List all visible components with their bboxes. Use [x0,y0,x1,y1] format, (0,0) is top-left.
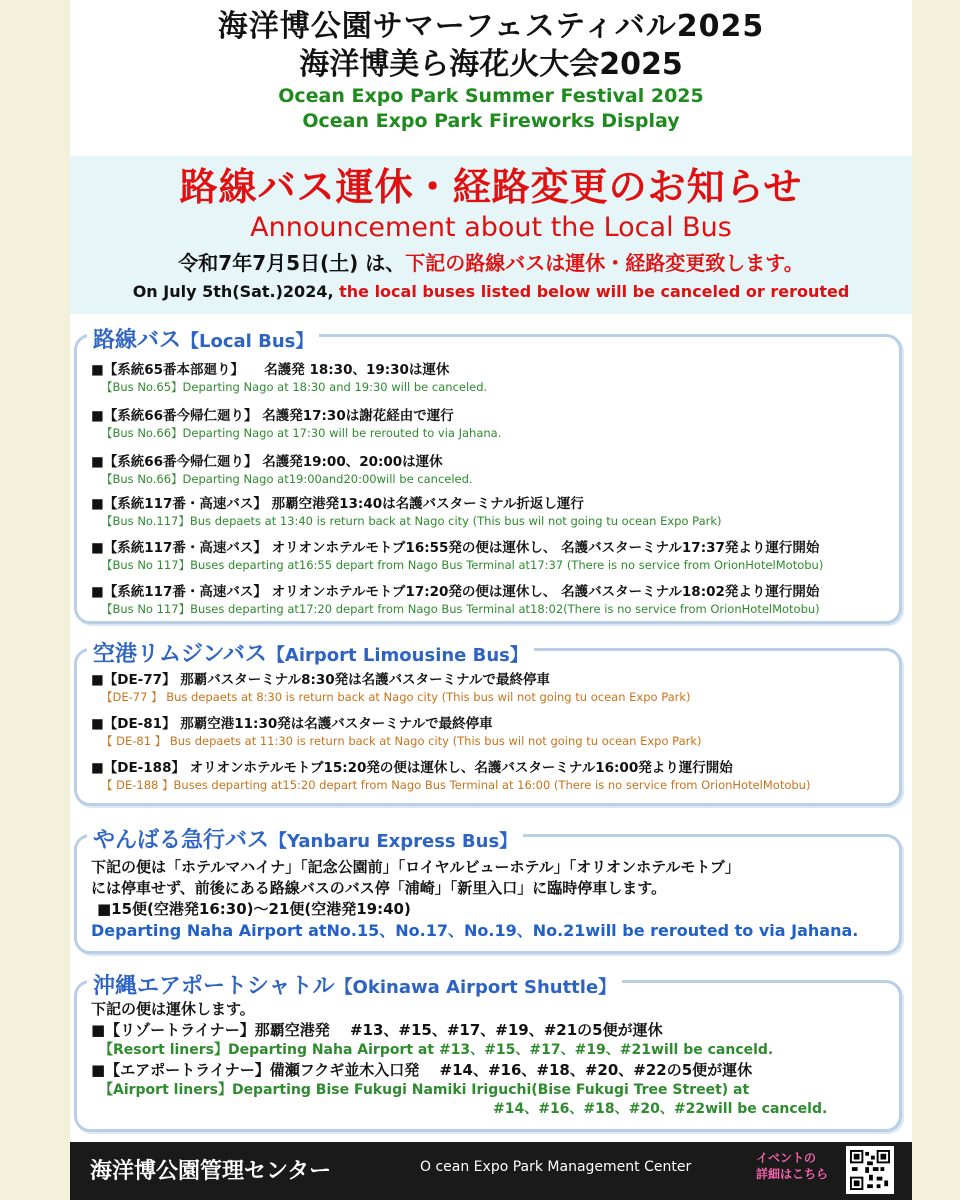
yanbaru-title-en: 【Yanbaru Express Bus】 [269,831,518,852]
item-jp: ■【系統117番・高速バス】 オリオンホテルモトブ17:20発の便は運休し、 名護バスターミナル18:02発より運行開始 [91,584,820,600]
header [70,8,912,134]
item-en: 【DE-77 】 Bus depaets at 8:30 is return back at Nago city (This bus wil not going tu ocean Expo Park) [101,690,691,704]
item-jp: ■【DE-81】 那覇空港11:30発は名護バスターミナルで最終停車 [91,716,493,732]
shuttle-title-jp: 沖縄エアポートシャトル [93,974,335,999]
limousine-title-jp: 空港リムジンバス [93,642,267,667]
limousine-section [74,642,902,806]
item-jp: ■【系統117番・高速バス】 オリオンホテルモトブ16:55発の便は運休し、 名護バスターミナル17:37発より運行開始 [91,540,820,556]
shuttle-item-2-jp: ■【エアポートライナー】備瀬フクギ並木入口発 #14、#16、#18、#20、#22の5便が運休 [91,1061,753,1079]
qr-code-icon[interactable] [846,1146,894,1194]
yanbaru-line-1: 下記の便は「ホテルマハイナ」「記念公園前」「ロイヤルビューホテル」「オリオンホテルモトブ」 [91,858,740,876]
shuttle-item-1-en: 【Resort liners】Departing Naha Airport at #13、#15、#17、#19、#21will be canceld. [99,1042,774,1058]
date-jp-text: 令和7年7月5日(土) は、 [178,251,406,275]
shuttle-section [74,974,902,1132]
item-jp: ■【系統66番今帰仁廻り】 名護発19:00、20:00は運休 [91,454,443,470]
list-item [91,539,891,573]
footer-org-en: O cean Expo Park Management Center [420,1159,692,1175]
date-en-text: On July 5th(Sat.)2024, [132,282,334,301]
shuttle-title [87,969,622,1000]
shuttle-body [91,999,891,1119]
yanbaru-line-2: には停車せず、前後にある路線バスのバス停「浦崎」「新里入口」に臨時停車します。 [91,879,667,897]
title-jp-festival: 海洋博公園サマーフェスティバル2025 [217,9,765,44]
shuttle-item-2-en-cont: #14、#16、#18、#20、#22will be canceld. [493,1101,828,1117]
shuttle-title-en: 【Okinawa Airport Shuttle】 [334,977,617,998]
yanbaru-body [91,857,891,942]
title-en-fireworks: Ocean Expo Park Fireworks Display [302,110,680,132]
date-jp-notice: 下記の路線バスは運休・経路変更致します。 [405,251,804,275]
yanbaru-title [87,823,523,854]
list-item [91,361,891,395]
list-item [91,759,891,793]
qr-code-graphic [850,1150,890,1190]
list-item [91,407,891,441]
notice-sheet [70,0,912,1200]
item-en: 【 DE-188 】Buses departing at15:20 depart from Nago Bus Terminal at 16:00 (There is no service from OrionHotelMotobu) [101,778,811,792]
local-bus-title-jp: 路線バス [93,328,182,353]
list-item [91,583,891,617]
announcement-heading-en: Announcement about the Local Bus [250,212,732,243]
event-link-line-2: 詳細はこちら [756,1167,829,1181]
title-en-festival: Ocean Expo Park Summer Festival 2025 [278,85,704,107]
item-en: 【Bus No.117】Bus depaets at 13:40 is return back at Nago city (This bus wil not going tu ocean Expo Park) [101,514,722,528]
announcement-banner [70,156,912,314]
item-jp: ■【DE-188】 オリオンホテルモトブ15:20発の便は運休し、名護バスターミナル16:00発より運行開始 [91,760,733,776]
yanbaru-title-jp: やんばる急行バス [93,828,270,853]
footer-org-jp: 海洋博公園管理センター [90,1159,332,1184]
item-en: 【Bus No.66】Departing Nago at 17:30 will be rerouted to via Jahana. [101,426,502,440]
announcement-heading-jp: 路線バス運休・経路変更のお知らせ [179,165,803,209]
item-jp: ■【系統65番本部廻り】 名護発 18:30、19:30は運休 [91,362,450,378]
date-en-notice: the local buses listed below will be canceled or rerouted [339,282,850,301]
local-bus-title [87,323,319,354]
shuttle-intro: 下記の便は運休します。 [91,1000,255,1018]
item-jp: ■【系統117番・高速バス】 那覇空港発13:40は名護バスターミナル折返し運行 [91,496,584,512]
item-en: 【 DE-81 】 Bus depaets at 11:30 is return back at Nago city (This bus wil not going tu ocean Expo Park) [101,734,702,748]
local-bus-title-en: 【Local Bus】 [181,331,314,352]
item-en: 【Bus No.65】Departing Nago at 18:30 and 19:30 will be canceled. [101,380,488,394]
list-item [91,671,891,705]
local-bus-section [74,328,902,624]
yanbaru-line-3: ■15便(空港発16:30)～21便(空港発19:40) [97,900,411,918]
announcement-date-jp [70,246,912,280]
list-item [91,495,891,529]
limousine-title-en: 【Airport Limousine Bus】 [266,645,528,666]
yanbaru-line-en: Departing Naha Airport atNo.15、No.17、No.19、No.21will be rerouted to via Jahana. [91,921,859,940]
shuttle-item-2-en: 【Airport liners】Departing Bise Fukugi Namiki Iriguchi(Bise Fukugi Tree Street) at [99,1082,750,1098]
item-en: 【Bus No 117】Buses departing at16:55 depart from Nago Bus Terminal at17:37 (There is no service from OrionHotelMotobu) [101,558,824,572]
event-link-line-1: イベントの [756,1151,817,1165]
footer-bar [70,1142,912,1200]
event-details-link[interactable] [756,1150,828,1182]
shuttle-item-1-jp: ■【リゾートライナー】那覇空港発 #13、#15、#17、#19、#21の5便が運休 [91,1021,663,1039]
announcement-date-en [70,280,912,304]
yanbaru-section [74,828,902,954]
item-jp: ■【系統66番今帰仁廻り】 名護発17:30は謝花経由で運行 [91,408,454,424]
item-en: 【Bus No 117】Buses departing at17:20 depart from Nago Bus Terminal at18:02(There is no service from OrionHotelMotobu) [101,602,820,616]
item-en: 【Bus No.66】Departing Nago at19:00and20:00will be canceled. [101,472,473,486]
list-item [91,715,891,749]
title-jp-fireworks: 海洋博美ら海花火大会2025 [299,47,683,82]
item-jp: ■【DE-77】 那覇バスターミナル8:30発は名護バスターミナルで最終停車 [91,672,551,688]
list-item [91,453,891,487]
limousine-title [87,637,534,668]
